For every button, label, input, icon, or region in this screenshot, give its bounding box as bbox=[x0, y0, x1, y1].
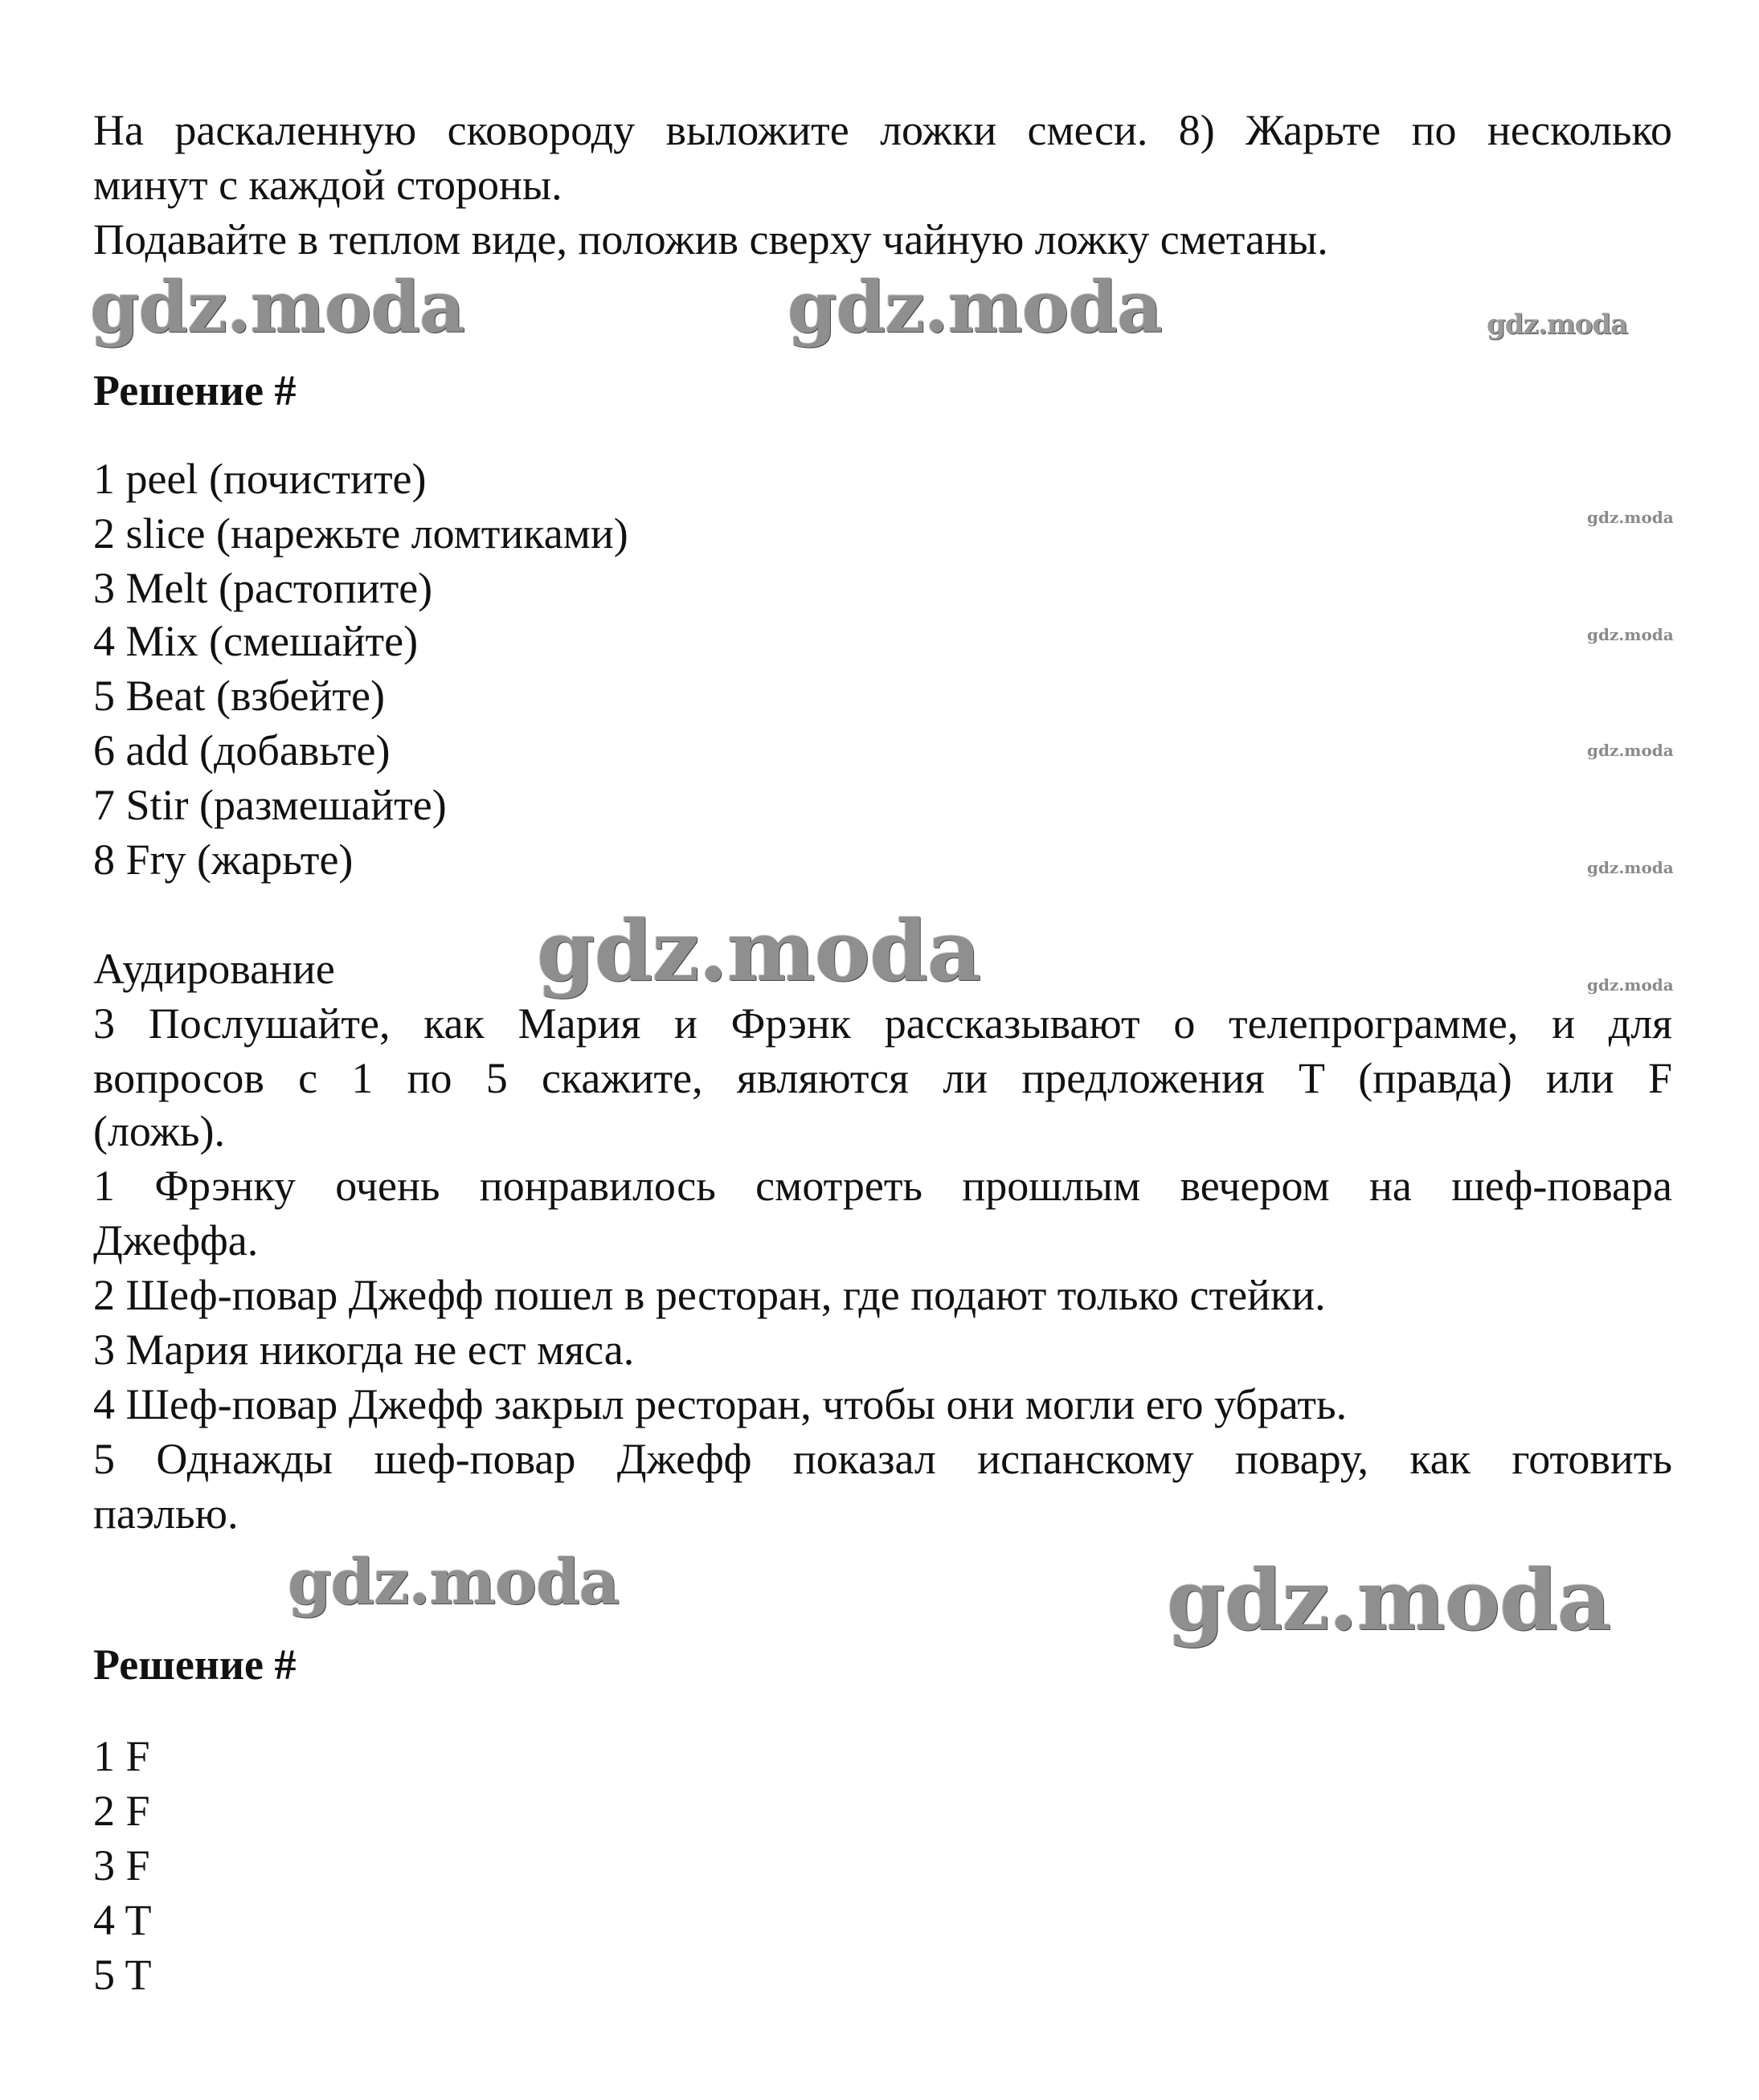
watermark-logo: gdz.moda bbox=[1167, 1550, 1611, 1649]
answer-item: 4 T bbox=[93, 1896, 152, 1944]
watermark-logo: gdz.moda bbox=[1587, 975, 1674, 995]
watermark-logo: gdz.moda bbox=[1587, 858, 1674, 877]
intro-line-2: минут с каждой стороны. bbox=[93, 161, 562, 209]
intro-line-3: Подавайте в теплом виде, положив сверху чайную ложку сметаны. bbox=[93, 215, 1328, 264]
answer-item: 5 T bbox=[93, 1951, 152, 1999]
answer-item: 3 F bbox=[93, 1841, 150, 1890]
question-line: Джеффа. bbox=[93, 1216, 259, 1264]
solution-heading: Решение # bbox=[93, 366, 297, 415]
list-item: 8 Fry (жарьте) bbox=[93, 836, 354, 884]
task-line: (ложь). bbox=[93, 1107, 226, 1155]
solution-heading: Решение # bbox=[93, 1640, 297, 1689]
question-line: 2 Шеф-повар Джефф пошел в ресторан, где подают только стейки. bbox=[93, 1271, 1326, 1319]
question-line: паэлью. bbox=[93, 1489, 239, 1538]
list-item: 4 Mix (смешайте) bbox=[93, 617, 419, 665]
task-line: 3 Послушайте, как Мария и Фрэнк рассказывают о телепрограмме, и для bbox=[93, 999, 1672, 1048]
question-line: 4 Шеф-повар Джефф закрыл ресторан, чтобы они могли его убрать. bbox=[93, 1380, 1348, 1428]
list-item: 2 slice (нарежьте ломтиками) bbox=[93, 509, 628, 558]
intro-line-1: На раскаленную сковороду выложите ложки смеси. 8) Жарьте по несколько bbox=[93, 106, 1672, 154]
answer-item: 1 F bbox=[93, 1732, 150, 1780]
watermark-logo: gdz.moda bbox=[537, 901, 981, 1000]
question-line: 5 Однажды шеф-повар Джефф показал испанскому повару, как готовить bbox=[93, 1435, 1672, 1483]
watermark-logo: gdz.moda bbox=[1587, 625, 1674, 644]
watermark-logo: gdz.moda bbox=[90, 265, 465, 349]
list-item: 5 Beat (взбейте) bbox=[93, 672, 385, 720]
watermark-logo: gdz.moda bbox=[288, 1546, 620, 1619]
watermark-logo: gdz.moda bbox=[787, 265, 1163, 349]
watermark-logo: gdz.moda bbox=[1487, 308, 1628, 341]
watermark-logo: gdz.moda bbox=[1587, 508, 1674, 527]
answer-item: 2 F bbox=[93, 1787, 150, 1835]
question-line: 3 Мария никогда не ест мяса. bbox=[93, 1326, 635, 1374]
list-item: 3 Melt (растопите) bbox=[93, 564, 433, 612]
question-line: 1 Фрэнку очень понравилось смотреть прошлым вечером на шеф-повара bbox=[93, 1162, 1672, 1210]
section-title: Аудирование bbox=[93, 945, 335, 993]
list-item: 7 Stir (размешайте) bbox=[93, 781, 447, 829]
list-item: 1 peel (почистите) bbox=[93, 455, 427, 503]
watermark-logo: gdz.moda bbox=[1587, 741, 1674, 760]
list-item: 6 add (добавьте) bbox=[93, 726, 391, 774]
task-line: вопросов с 1 по 5 скажите, являются ли предложения T (правда) или F bbox=[93, 1054, 1672, 1102]
